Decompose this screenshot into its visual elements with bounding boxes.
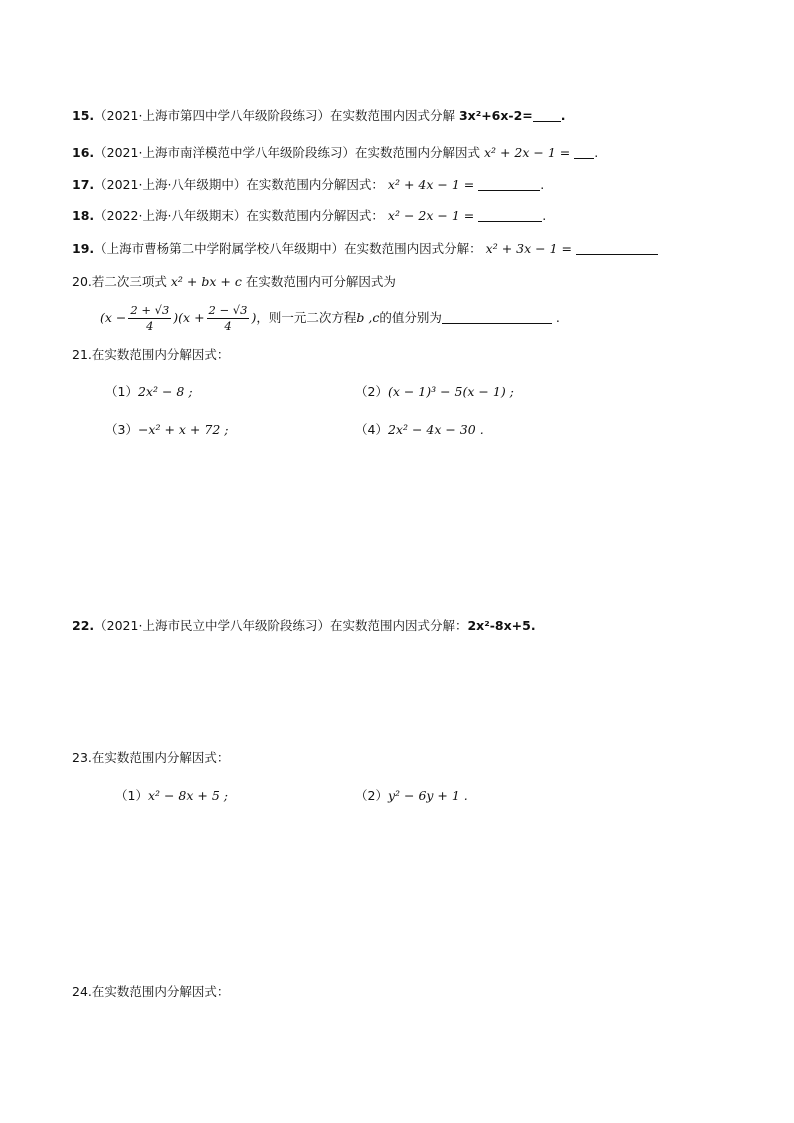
question-source: （上海市曹杨第二中学附属学校八年级期中） — [94, 241, 345, 256]
factor-open: (x − — [100, 310, 127, 325]
question-end: . — [555, 310, 560, 325]
fraction — [128, 303, 171, 334]
question-text: 在实数范围内因式分解 — [329, 108, 455, 123]
factor-mid: )(x + — [173, 310, 205, 325]
answer-blank[interactable] — [574, 144, 594, 159]
part-label: （1） — [105, 384, 138, 399]
question-end: . — [560, 108, 566, 123]
question-text: 20.若二次三项式 — [72, 274, 167, 289]
question-21-part-3 — [105, 420, 228, 440]
question-23-title: 23.在实数范围内分解因式： — [72, 750, 230, 765]
question-expression: 3x²+6x-2= — [458, 108, 533, 123]
question-18 — [72, 206, 546, 226]
question-end: . — [542, 208, 547, 223]
question-expression: 2x²-8x+5. — [467, 618, 536, 633]
question-end: . — [594, 145, 599, 160]
question-source: （2022·上海·八年级期末） — [94, 208, 247, 223]
question-text: 的值分别为 — [379, 310, 442, 325]
question-text: 在实数范围内可分解因式为 — [245, 274, 396, 289]
part-expression: y² − 6y + 1 . — [387, 788, 468, 803]
question-15 — [72, 106, 566, 126]
question-source: （2021·上海市第四中学八年级阶段练习） — [94, 108, 330, 123]
part-label: （4） — [355, 422, 388, 437]
question-number: 18. — [72, 208, 95, 223]
answer-blank[interactable] — [478, 176, 540, 191]
question-text: 在实数范围内因式分解： — [329, 618, 468, 633]
part-label: （1） — [115, 788, 148, 803]
question-expression: x² + 2x − 1 = — [483, 145, 571, 160]
fraction-numerator: 2 + √3 — [130, 303, 170, 317]
question-21-part-1 — [105, 382, 193, 402]
question-variables: b ,c — [356, 310, 380, 325]
question-22 — [72, 616, 536, 636]
question-number: 16. — [72, 145, 95, 160]
answer-blank[interactable] — [533, 107, 561, 122]
question-text: 在实数范围内因式分解： — [344, 241, 482, 256]
question-21-part-2 — [355, 382, 514, 402]
fraction-numerator: 2 − √3 — [208, 303, 248, 317]
fraction — [207, 303, 250, 334]
question-text: 在实数范围内分解因式： — [246, 177, 384, 192]
question-16 — [72, 143, 598, 163]
question-number: 15. — [72, 108, 95, 123]
part-expression: 2x² − 8 ; — [137, 384, 193, 399]
question-20 — [72, 272, 396, 292]
answer-blank[interactable] — [442, 309, 552, 324]
question-source: （2021·上海·八年级期中） — [94, 177, 247, 192]
part-expression: (x − 1)³ − 5(x − 1) ; — [387, 384, 514, 399]
question-end: . — [540, 177, 545, 192]
factor-close: ) — [251, 310, 257, 325]
question-number: 19. — [72, 241, 95, 256]
question-19 — [72, 239, 658, 259]
part-expression: 2x² − 4x − 30 . — [387, 422, 484, 437]
question-21-title: 21.在实数范围内分解因式： — [72, 347, 230, 362]
part-label: （3） — [105, 422, 138, 437]
question-source: （2021·上海市南洋模范中学八年级阶段练习） — [94, 145, 355, 160]
question-text: 在实数范围内分解因式 — [354, 145, 480, 160]
part-label: （2） — [355, 788, 388, 803]
question-23-part-1 — [115, 786, 228, 806]
question-text: ，则一元二次方程 — [256, 310, 357, 325]
question-text: 在实数范围内分解因式： — [246, 208, 384, 223]
question-20-line2 — [100, 300, 560, 336]
fraction-denominator: 4 — [146, 319, 154, 333]
fraction-denominator: 4 — [224, 319, 232, 333]
question-17 — [72, 175, 544, 195]
question-expression: x² + bx + c — [170, 274, 242, 289]
question-expression: x² − 2x − 1 = — [387, 208, 475, 223]
question-number: 22. — [72, 618, 95, 633]
question-expression: x² + 3x − 1 = — [485, 241, 572, 256]
question-source: （2021·上海市民立中学八年级阶段练习） — [94, 618, 330, 633]
answer-blank[interactable] — [576, 240, 658, 255]
answer-blank[interactable] — [478, 207, 542, 222]
question-number: 17. — [72, 177, 95, 192]
part-label: （2） — [355, 384, 388, 399]
question-expression: x² + 4x − 1 = — [387, 177, 475, 192]
question-24-title: 24.在实数范围内分解因式： — [72, 984, 230, 999]
question-23-part-2 — [355, 786, 468, 806]
part-expression: x² − 8x + 5 ; — [147, 788, 228, 803]
question-21-part-4 — [355, 420, 484, 440]
part-expression: −x² + x + 72 ; — [137, 422, 229, 437]
